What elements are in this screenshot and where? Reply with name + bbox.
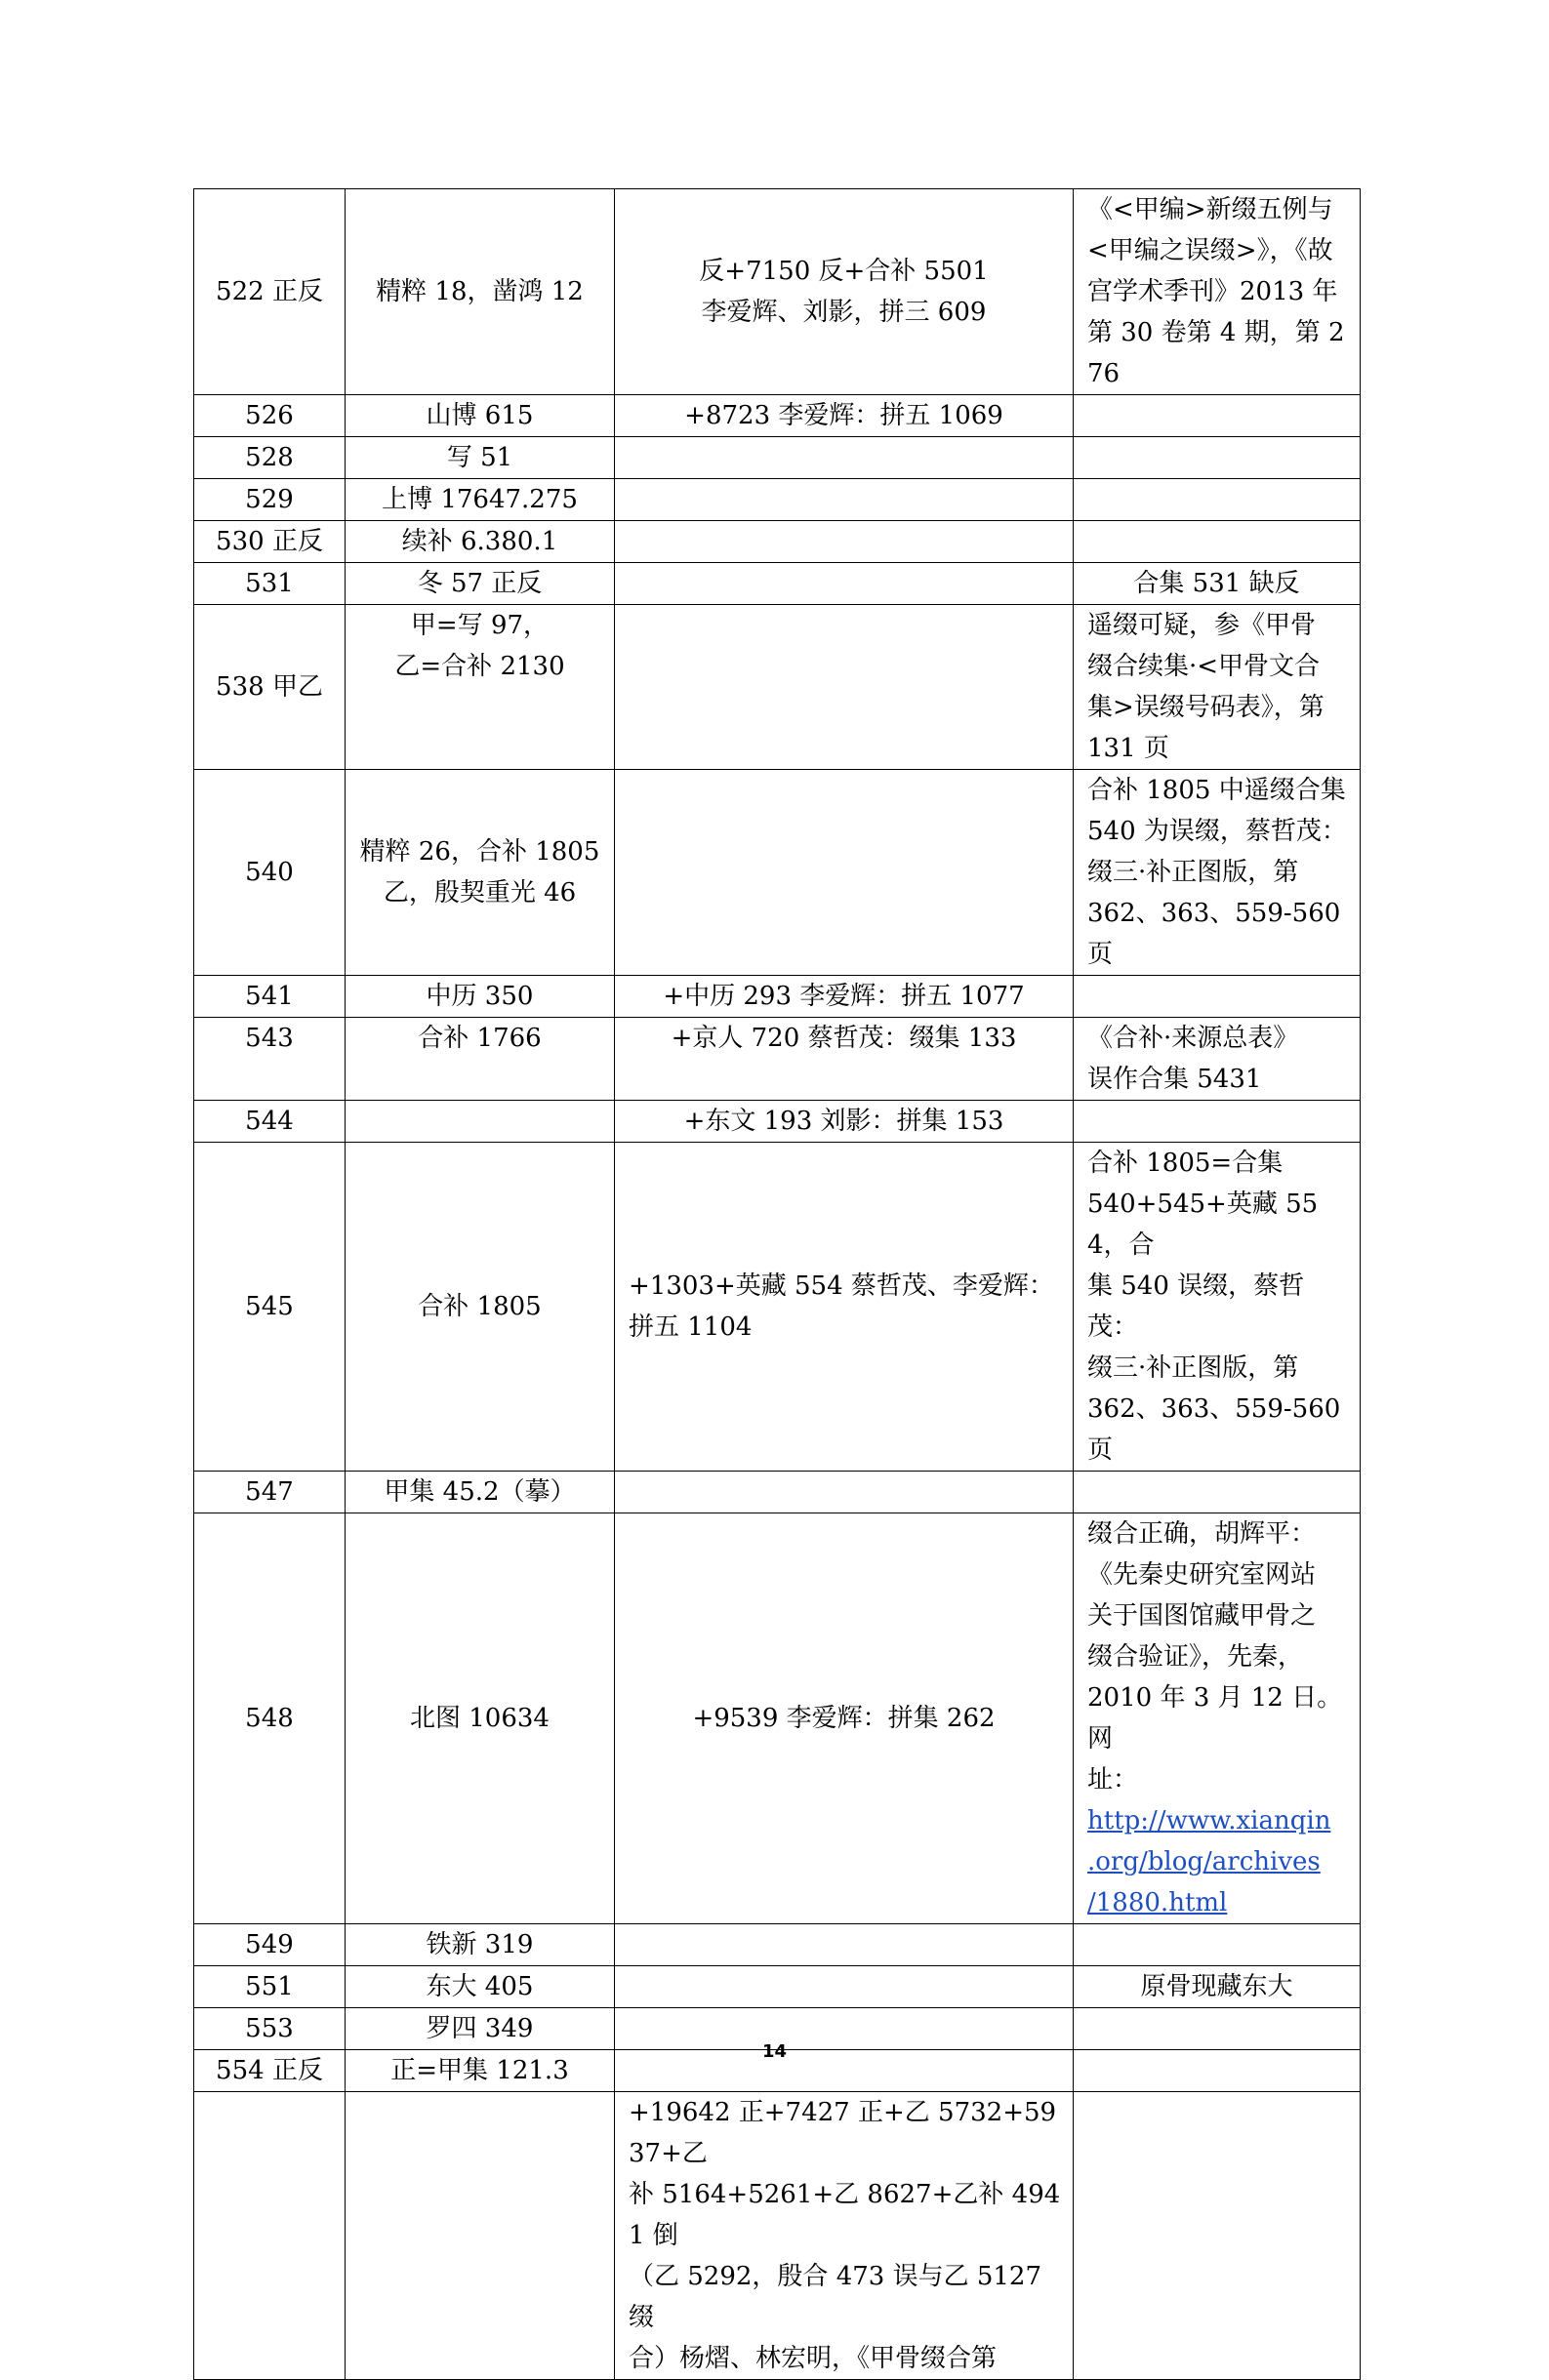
archive-link[interactable]: /1880.html xyxy=(1087,1888,1228,1917)
cell-number: 548 xyxy=(194,1513,346,1924)
cell-source: 上博 17647.275 xyxy=(346,479,615,521)
cell-join: 反+7150 反+合补 5501 李爱辉、刘影，拼三 609 xyxy=(615,189,1074,395)
cell-number: 541 xyxy=(194,976,346,1018)
cell-note: 原骨现藏东大 xyxy=(1074,1966,1361,2008)
table-row xyxy=(194,189,1361,395)
cell-note xyxy=(1074,479,1361,521)
table-row xyxy=(194,479,1361,521)
table-row xyxy=(194,2092,1361,2380)
cell-join xyxy=(615,437,1074,479)
table-row xyxy=(194,395,1361,437)
cell-join: +1303+英藏 554 蔡哲茂、李爱辉： 拼五 1104 xyxy=(615,1143,1074,1472)
archive-link[interactable]: http://www.xianqin xyxy=(1087,1806,1331,1835)
table-row xyxy=(194,437,1361,479)
cell-note: 合补 1805=合集 540+545+英藏 554，合 集 540 误缀，蔡哲茂： 缀三·补正图版，第 362、363、559-560 页 xyxy=(1074,1143,1361,1472)
cell-join: +8723 李爱辉：拼五 1069 xyxy=(615,395,1074,437)
cell-join: +中历 293 李爱辉：拼五 1077 xyxy=(615,976,1074,1018)
table-row xyxy=(194,563,1361,605)
cell-number: 545 xyxy=(194,1143,346,1472)
cell-source: 写 51 xyxy=(346,437,615,479)
cell-join xyxy=(615,521,1074,563)
cell-join xyxy=(615,605,1074,770)
archive-link[interactable]: .org/blog/archives xyxy=(1087,1847,1321,1876)
cell-note: 《<甲编>新缀五例与 <甲编之误缀>》，《故 宫学术季刊》2013 年 第 30 卷第 4 期，第 276 xyxy=(1074,189,1361,395)
cell-source: 甲集 45.2（摹） xyxy=(346,1472,615,1513)
cell-number: 522 正反 xyxy=(194,189,346,395)
cell-number: 538 甲乙 xyxy=(194,605,346,770)
cell-number: 547 xyxy=(194,1472,346,1513)
table-row xyxy=(194,1101,1361,1143)
cell-note: 遥缀可疑，参《甲骨 缀合续集·<甲骨文合 集>误缀号码表》，第 131 页 xyxy=(1074,605,1361,770)
cell-number: 540 xyxy=(194,770,346,976)
table-row xyxy=(194,1472,1361,1513)
cell-note xyxy=(1074,1101,1361,1143)
cell-number: 529 xyxy=(194,479,346,521)
cell-number: 528 xyxy=(194,437,346,479)
cell-note xyxy=(1074,395,1361,437)
cell-note: 合补 1805 中遥缀合集 540 为误缀，蔡哲茂： 缀三·补正图版，第 362、363、559-560 页 xyxy=(1074,770,1361,976)
cell-source: 正=甲集 121.3 xyxy=(346,2050,615,2092)
cell-join: +19642 正+7427 正+乙 5732+5937+乙 补 5164+5261+乙 8627+乙补 4941 倒 （乙 5292，殷合 473 误与乙 5127 缀 合）杨熠、林宏明，《甲骨缀合第 xyxy=(615,2092,1074,2380)
cell-number: 549 xyxy=(194,1924,346,1966)
cell-join xyxy=(615,1472,1074,1513)
cell-number: 544 xyxy=(194,1101,346,1143)
cell-join xyxy=(615,1924,1074,1966)
page-number: 14 xyxy=(761,2041,788,2062)
table-row xyxy=(194,1513,1361,1924)
cell-number: 530 正反 xyxy=(194,521,346,563)
cell-note xyxy=(1074,1924,1361,1966)
table-row xyxy=(194,1924,1361,1966)
table-row xyxy=(194,1018,1361,1101)
cell-source: 合补 1805 xyxy=(346,1143,615,1472)
cell-source: 铁新 319 xyxy=(346,1924,615,1966)
cell-source: 冬 57 正反 xyxy=(346,563,615,605)
cell-source: 罗四 349 xyxy=(346,2008,615,2050)
table-row xyxy=(194,1143,1361,1472)
cell-join xyxy=(615,563,1074,605)
cell-source xyxy=(346,1101,615,1143)
cell-note: 《合补·来源总表》 误作合集 5431 xyxy=(1074,1018,1361,1101)
cell-source: 合补 1766 xyxy=(346,1018,615,1101)
cell-join: +9539 李爱辉：拼集 262 xyxy=(615,1513,1074,1924)
cell-number: 543 xyxy=(194,1018,346,1101)
table-row xyxy=(194,770,1361,976)
cell-note xyxy=(1074,2092,1361,2380)
cell-note xyxy=(1074,437,1361,479)
cell-number: 531 xyxy=(194,563,346,605)
cell-join xyxy=(615,770,1074,976)
cell-source: 东大 405 xyxy=(346,1966,615,2008)
cell-number: 554 正反 xyxy=(194,2050,346,2092)
cell-note: 合集 531 缺反 xyxy=(1074,563,1361,605)
table-row xyxy=(194,605,1361,770)
cell-join: +东文 193 刘影：拼集 153 xyxy=(615,1101,1074,1143)
cell-number xyxy=(194,2092,346,2380)
cell-number: 553 xyxy=(194,2008,346,2050)
cell-note xyxy=(1074,976,1361,1018)
table-row xyxy=(194,1966,1361,2008)
table-row xyxy=(194,521,1361,563)
cell-note: 缀合正确，胡辉平： 《先秦史研究室网站 关于国图馆藏甲骨之 缀合验证》，先秦， 2010 年 3 月 12 日。网 址： http://www.xianqin .org/blog/archives /1880.html xyxy=(1074,1513,1361,1924)
cell-number: 551 xyxy=(194,1966,346,2008)
cell-join: +京人 720 蔡哲茂：缀集 133 xyxy=(615,1018,1074,1101)
cell-source: 甲=写 97， 乙=合补 2130 xyxy=(346,605,615,770)
cell-source: 山博 615 xyxy=(346,395,615,437)
cell-source xyxy=(346,2092,615,2380)
cell-note xyxy=(1074,521,1361,563)
cell-note xyxy=(1074,1472,1361,1513)
cell-join xyxy=(615,1966,1074,2008)
cell-source: 精粹 18，凿鸿 12 xyxy=(346,189,615,395)
cell-source: 精粹 26，合补 1805 乙，殷契重光 46 xyxy=(346,770,615,976)
cell-source: 北图 10634 xyxy=(346,1513,615,1924)
cell-source: 续补 6.380.1 xyxy=(346,521,615,563)
cell-number: 526 xyxy=(194,395,346,437)
table-row xyxy=(194,976,1361,1018)
cell-join xyxy=(615,479,1074,521)
cell-source: 中历 350 xyxy=(346,976,615,1018)
